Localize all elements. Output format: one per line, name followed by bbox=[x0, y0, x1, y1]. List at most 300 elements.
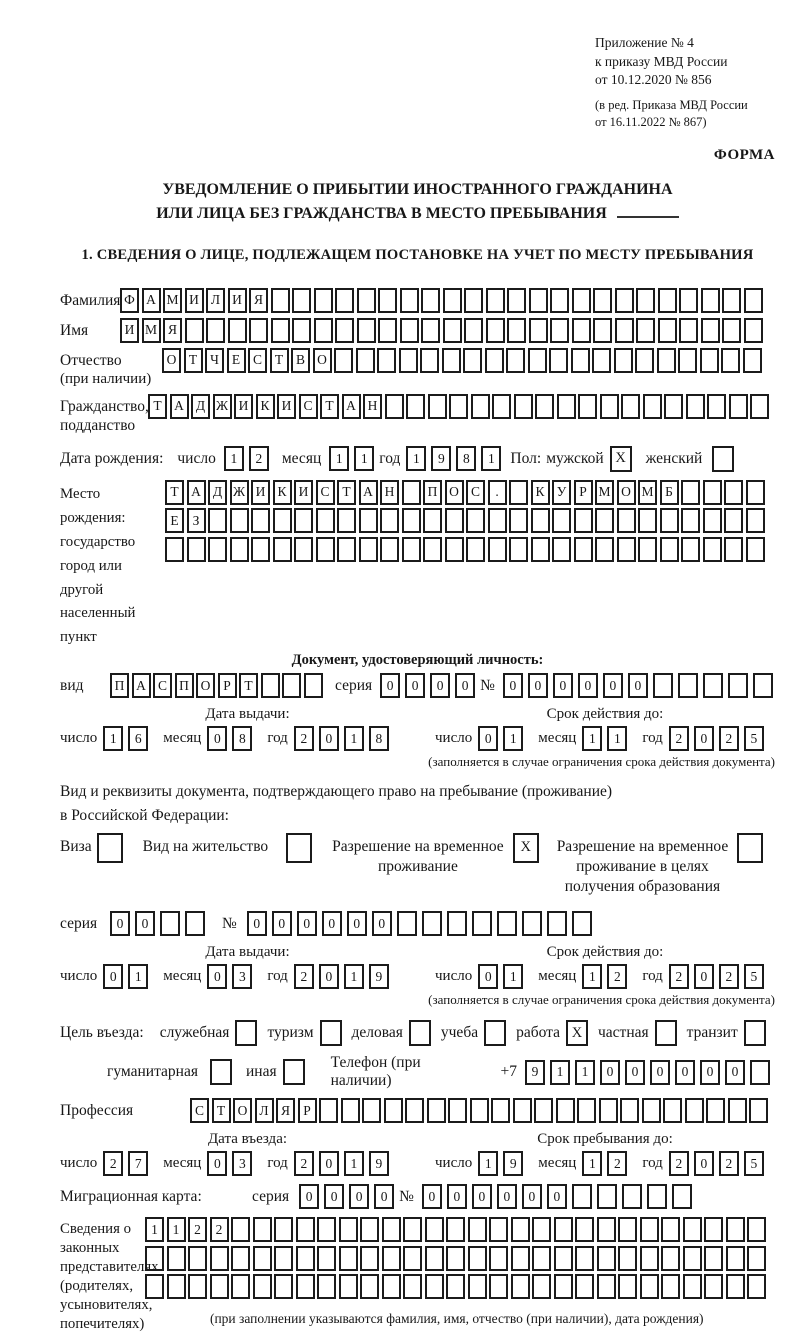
char-cell bbox=[185, 911, 205, 936]
char-cell bbox=[618, 1274, 637, 1299]
char-cell bbox=[743, 348, 762, 373]
appendix-line: к приказу МВД России bbox=[595, 53, 728, 69]
migration-card-row: Миграционная карта: серия 0 0 0 0 № 0 0 0 0 0 0 bbox=[60, 1184, 775, 1209]
char-cell: 0 bbox=[547, 1184, 567, 1209]
char-cell bbox=[707, 394, 726, 419]
patronymic-row bbox=[60, 348, 775, 389]
char-cell: 0 bbox=[319, 1151, 339, 1176]
char-cell: Е bbox=[165, 508, 184, 533]
char-cell bbox=[442, 348, 461, 373]
char-cell bbox=[428, 394, 447, 419]
char-cell bbox=[575, 1246, 594, 1271]
char-cell: А bbox=[132, 673, 151, 698]
char-cell bbox=[678, 348, 697, 373]
birth-year-cells bbox=[406, 446, 506, 471]
char-cell bbox=[378, 288, 397, 313]
char-cell: П bbox=[423, 480, 442, 505]
profession-cells bbox=[190, 1098, 771, 1123]
char-cell: Е bbox=[227, 348, 246, 373]
char-cell bbox=[511, 1217, 530, 1242]
char-cell: 0 bbox=[299, 1184, 319, 1209]
char-cell: 5 bbox=[744, 726, 764, 751]
valid-day-cells bbox=[478, 726, 528, 751]
char-cell bbox=[556, 1098, 575, 1123]
char-cell bbox=[744, 288, 763, 313]
char-cell bbox=[557, 394, 576, 419]
char-cell: 0 bbox=[528, 673, 548, 698]
char-cell bbox=[230, 508, 249, 533]
char-cell bbox=[468, 1217, 487, 1242]
stay-month-cells bbox=[582, 1151, 632, 1176]
purpose-label: Цель въезда: bbox=[60, 1024, 144, 1042]
char-cell bbox=[488, 508, 507, 533]
char-cell bbox=[385, 394, 404, 419]
char-cell bbox=[511, 1246, 530, 1271]
char-cell bbox=[575, 1274, 594, 1299]
char-cell: Т bbox=[239, 673, 258, 698]
char-cell: 2 bbox=[294, 1151, 314, 1176]
blank-underline bbox=[617, 216, 679, 218]
char-cell: 0 bbox=[553, 673, 573, 698]
char-cell bbox=[335, 318, 354, 343]
char-cell: 1 bbox=[582, 1151, 602, 1176]
stay-day-cells bbox=[478, 1151, 528, 1176]
char-cell bbox=[683, 1246, 702, 1271]
char-cell bbox=[529, 288, 548, 313]
char-cell: Т bbox=[212, 1098, 231, 1123]
char-cell bbox=[497, 911, 517, 936]
char-cell bbox=[231, 1246, 250, 1271]
char-cell: М bbox=[163, 288, 182, 313]
char-cell bbox=[335, 288, 354, 313]
char-cell bbox=[726, 1217, 745, 1242]
char-cell: Н bbox=[380, 480, 399, 505]
char-cell bbox=[317, 1246, 336, 1271]
char-cell bbox=[547, 911, 567, 936]
char-cell bbox=[721, 348, 740, 373]
char-cell: 0 bbox=[207, 1151, 227, 1176]
residence-valid-day-cells bbox=[478, 964, 528, 989]
char-cell bbox=[531, 537, 550, 562]
char-cell bbox=[317, 1217, 336, 1242]
char-cell bbox=[679, 318, 698, 343]
temp-residence-edu-option: Разрешение на временное проживание в целях получения образования bbox=[557, 833, 764, 897]
char-cell: И bbox=[294, 480, 313, 505]
char-cell bbox=[554, 1217, 573, 1242]
char-cell: 0 bbox=[650, 1060, 670, 1085]
char-cell: 0 bbox=[497, 1184, 517, 1209]
char-cell: У bbox=[552, 480, 571, 505]
char-cell bbox=[747, 1217, 766, 1242]
birth-place-row2 bbox=[165, 508, 767, 533]
char-cell: 1 bbox=[481, 446, 501, 471]
char-cell bbox=[468, 1274, 487, 1299]
char-cell bbox=[359, 508, 378, 533]
char-cell bbox=[620, 1098, 639, 1123]
char-cell bbox=[296, 1274, 315, 1299]
char-cell bbox=[356, 348, 375, 373]
valid-month-cells bbox=[582, 726, 632, 751]
char-cell bbox=[701, 318, 720, 343]
char-cell: 2 bbox=[188, 1217, 207, 1242]
char-cell: О bbox=[162, 348, 181, 373]
char-cell bbox=[253, 1217, 272, 1242]
birth-place-row3 bbox=[165, 537, 767, 562]
char-cell: Р bbox=[298, 1098, 317, 1123]
char-cell bbox=[661, 1274, 680, 1299]
char-cell: С bbox=[248, 348, 267, 373]
char-cell bbox=[425, 1217, 444, 1242]
char-cell bbox=[491, 1098, 510, 1123]
char-cell bbox=[360, 1246, 379, 1271]
char-cell: Т bbox=[184, 348, 203, 373]
char-cell: С bbox=[190, 1098, 209, 1123]
char-cell bbox=[360, 1274, 379, 1299]
char-cell: М bbox=[595, 480, 614, 505]
char-cell bbox=[402, 537, 421, 562]
char-cell bbox=[339, 1246, 358, 1271]
char-cell: М bbox=[142, 318, 161, 343]
given-name-row bbox=[60, 318, 775, 343]
char-cell: 0 bbox=[322, 911, 342, 936]
char-cell bbox=[380, 537, 399, 562]
char-cell bbox=[703, 537, 722, 562]
char-cell: Т bbox=[165, 480, 184, 505]
doc-kind-label: вид bbox=[60, 677, 84, 695]
char-cell bbox=[282, 673, 301, 698]
char-cell: 9 bbox=[369, 964, 389, 989]
residence-permit-options bbox=[60, 833, 775, 897]
char-cell bbox=[661, 1246, 680, 1271]
female-label: женский bbox=[645, 449, 703, 467]
char-cell: 2 bbox=[719, 726, 739, 751]
char-cell bbox=[382, 1274, 401, 1299]
representatives-row2 bbox=[145, 1246, 769, 1271]
char-cell: И bbox=[120, 318, 139, 343]
phone-prefix: +7 bbox=[500, 1063, 517, 1081]
char-cell bbox=[249, 318, 268, 343]
char-cell bbox=[294, 537, 313, 562]
char-cell bbox=[638, 508, 657, 533]
stay-year-cells bbox=[669, 1151, 769, 1176]
char-cell: Я bbox=[276, 1098, 295, 1123]
char-cell bbox=[446, 1274, 465, 1299]
form-marker: ФОРМА bbox=[713, 147, 775, 164]
char-cell bbox=[622, 1184, 642, 1209]
char-cell: К bbox=[531, 480, 550, 505]
char-cell bbox=[488, 537, 507, 562]
identity-doc-heading: Документ, удостоверяющий личность: bbox=[291, 652, 544, 669]
char-cell bbox=[578, 394, 597, 419]
char-cell: 1 bbox=[167, 1217, 186, 1242]
char-cell bbox=[425, 1246, 444, 1271]
male-label: мужской bbox=[546, 449, 604, 467]
char-cell bbox=[274, 1217, 293, 1242]
residence-permit-checkbox bbox=[286, 833, 312, 863]
char-cell: К bbox=[273, 480, 292, 505]
char-cell: 2 bbox=[719, 964, 739, 989]
char-cell: 0 bbox=[628, 673, 648, 698]
char-cell bbox=[360, 1217, 379, 1242]
char-cell: 0 bbox=[694, 1151, 714, 1176]
char-cell bbox=[185, 318, 204, 343]
surname-row bbox=[60, 288, 775, 313]
edition-line: от 16.11.2022 № 867) bbox=[595, 115, 707, 130]
char-cell: И bbox=[277, 394, 296, 419]
char-cell bbox=[679, 288, 698, 313]
char-cell: 8 bbox=[232, 726, 252, 751]
char-cell: 1 bbox=[503, 726, 523, 751]
char-cell bbox=[595, 508, 614, 533]
visa-option: Виза bbox=[60, 833, 123, 863]
form-title-line2: ИЛИ ЛИЦА БЕЗ ГРАЖДАНСТВА В МЕСТО ПРЕБЫВАНИЯ bbox=[60, 202, 775, 225]
char-cell bbox=[382, 1246, 401, 1271]
purpose-second-row: гуманитарная иная Телефон (при наличии) +7 9 1 1 0 0 0 0 0 0 bbox=[107, 1054, 775, 1090]
char-cell bbox=[640, 1246, 659, 1271]
char-cell: А bbox=[142, 288, 161, 313]
char-cell bbox=[486, 288, 505, 313]
char-cell bbox=[636, 318, 655, 343]
entry-stay-dates: Дата въезда: число 2 7 месяц 0 3 год 2 0 1 9 Срок пребывания до: число 1 9 месяц 1 2 год 2 0 2 5 bbox=[60, 1131, 775, 1176]
char-cell bbox=[446, 1217, 465, 1242]
char-cell bbox=[160, 911, 180, 936]
char-cell bbox=[617, 537, 636, 562]
char-cell bbox=[400, 288, 419, 313]
char-cell: 0 bbox=[694, 964, 714, 989]
residence-series-cells bbox=[110, 911, 210, 936]
char-cell bbox=[507, 318, 526, 343]
char-cell bbox=[489, 1246, 508, 1271]
char-cell bbox=[704, 1246, 723, 1271]
birth-month-cells bbox=[329, 446, 379, 471]
char-cell bbox=[423, 508, 442, 533]
birth-day-cells bbox=[224, 446, 274, 471]
char-cell: Т bbox=[337, 480, 356, 505]
char-cell bbox=[292, 288, 311, 313]
char-cell bbox=[165, 537, 184, 562]
char-cell bbox=[746, 480, 765, 505]
citizenship-label: Гражданство, подданство bbox=[60, 397, 149, 435]
citizenship-row bbox=[60, 394, 775, 436]
char-cell bbox=[672, 1184, 692, 1209]
char-cell: 2 bbox=[607, 964, 627, 989]
char-cell: 1 bbox=[582, 726, 602, 751]
surname-label: Фамилия bbox=[60, 291, 121, 309]
char-cell: 2 bbox=[294, 964, 314, 989]
char-cell bbox=[382, 1217, 401, 1242]
char-cell bbox=[443, 318, 462, 343]
char-cell: 8 bbox=[456, 446, 476, 471]
appendix-line: Приложение № 4 bbox=[595, 35, 694, 50]
char-cell bbox=[208, 508, 227, 533]
char-cell bbox=[464, 288, 483, 313]
char-cell: 1 bbox=[550, 1060, 570, 1085]
profession-row bbox=[60, 1098, 775, 1123]
char-cell bbox=[422, 911, 442, 936]
char-cell: 1 bbox=[354, 446, 374, 471]
char-cell bbox=[231, 1274, 250, 1299]
char-cell bbox=[261, 673, 280, 698]
char-cell: 2 bbox=[607, 1151, 627, 1176]
char-cell: 0 bbox=[297, 911, 317, 936]
char-cell: 0 bbox=[725, 1060, 745, 1085]
char-cell bbox=[636, 288, 655, 313]
char-cell bbox=[593, 318, 612, 343]
char-cell bbox=[357, 318, 376, 343]
char-cell bbox=[314, 288, 333, 313]
doc-kind-cells bbox=[110, 673, 325, 698]
char-cell: К bbox=[256, 394, 275, 419]
char-cell bbox=[339, 1274, 358, 1299]
char-cell bbox=[658, 318, 677, 343]
char-cell bbox=[522, 911, 542, 936]
char-cell: 0 bbox=[700, 1060, 720, 1085]
char-cell bbox=[550, 318, 569, 343]
char-cell bbox=[317, 1274, 336, 1299]
char-cell: 0 bbox=[247, 911, 267, 936]
char-cell bbox=[188, 1246, 207, 1271]
char-cell bbox=[618, 1217, 637, 1242]
purpose-study-checkbox bbox=[484, 1020, 506, 1046]
char-cell: 1 bbox=[607, 726, 627, 751]
purpose-work-checkbox: X bbox=[566, 1020, 588, 1046]
representatives-row bbox=[60, 1217, 775, 1334]
char-cell: 1 bbox=[145, 1217, 164, 1242]
char-cell: 2 bbox=[103, 1151, 123, 1176]
char-cell bbox=[380, 508, 399, 533]
char-cell bbox=[402, 480, 421, 505]
char-cell bbox=[615, 288, 634, 313]
residence-number-cells bbox=[247, 911, 597, 936]
char-cell bbox=[187, 537, 206, 562]
residence-valid-year-cells bbox=[669, 964, 769, 989]
char-cell bbox=[448, 1098, 467, 1123]
char-cell bbox=[319, 1098, 338, 1123]
char-cell: 1 bbox=[128, 964, 148, 989]
given-name-label: Имя bbox=[60, 321, 89, 339]
char-cell: 8 bbox=[369, 726, 389, 751]
char-cell bbox=[471, 394, 490, 419]
char-cell bbox=[206, 318, 225, 343]
char-cell: 9 bbox=[369, 1151, 389, 1176]
issue-date-title: Дата выдачи: bbox=[205, 706, 290, 723]
issue-day-cells bbox=[103, 726, 153, 751]
residence-valid-month-cells bbox=[582, 964, 632, 989]
char-cell bbox=[746, 537, 765, 562]
phone-cells bbox=[525, 1060, 775, 1085]
char-cell bbox=[638, 537, 657, 562]
char-cell: 0 bbox=[272, 911, 292, 936]
char-cell bbox=[167, 1246, 186, 1271]
char-cell: А bbox=[359, 480, 378, 505]
form-title-line1: УВЕДОМЛЕНИЕ О ПРИБЫТИИ ИНОСТРАННОГО ГРАЖДАНИНА bbox=[162, 181, 673, 199]
temp-residence-option: Разрешение на временное проживание X bbox=[332, 833, 539, 877]
char-cell bbox=[535, 394, 554, 419]
char-cell bbox=[571, 348, 590, 373]
char-cell bbox=[724, 537, 743, 562]
char-cell: 0 bbox=[578, 673, 598, 698]
char-cell bbox=[747, 1274, 766, 1299]
purpose-humanitarian-checkbox bbox=[210, 1059, 232, 1085]
char-cell bbox=[753, 673, 773, 698]
char-cell: 2 bbox=[210, 1217, 229, 1242]
char-cell: Т bbox=[148, 394, 167, 419]
surname-cells bbox=[120, 288, 765, 313]
residence-validity-note: (заполняется в случае ограничения срока действия документа) bbox=[428, 992, 775, 1008]
char-cell: Р bbox=[574, 480, 593, 505]
char-cell bbox=[661, 1217, 680, 1242]
char-cell bbox=[464, 318, 483, 343]
char-cell bbox=[271, 288, 290, 313]
char-cell: Я bbox=[249, 288, 268, 313]
given-name-cells bbox=[120, 318, 765, 343]
char-cell: 0 bbox=[207, 964, 227, 989]
char-cell bbox=[421, 318, 440, 343]
char-cell: С bbox=[153, 673, 172, 698]
char-cell bbox=[618, 1246, 637, 1271]
char-cell bbox=[681, 537, 700, 562]
char-cell: 2 bbox=[719, 1151, 739, 1176]
char-cell bbox=[427, 1098, 446, 1123]
char-cell bbox=[403, 1246, 422, 1271]
char-cell bbox=[597, 1217, 616, 1242]
char-cell bbox=[635, 348, 654, 373]
char-cell bbox=[470, 1098, 489, 1123]
section1-heading: 1. СВЕДЕНИЯ О ЛИЦЕ, ПОДЛЕЖАЩЕМ ПОСТАНОВКЕ НА УЧЕТ ПО МЕСТУ ПРЕБЫВАНИЯ bbox=[81, 246, 754, 263]
char-cell: 0 bbox=[603, 673, 623, 698]
char-cell: 0 bbox=[207, 726, 227, 751]
citizenship-cells bbox=[148, 394, 772, 419]
char-cell: 1 bbox=[503, 964, 523, 989]
char-cell: 0 bbox=[110, 911, 130, 936]
char-cell bbox=[337, 537, 356, 562]
char-cell bbox=[554, 1246, 573, 1271]
char-cell bbox=[599, 1098, 618, 1123]
appendix-line: от 10.12.2020 № 856 bbox=[595, 72, 712, 88]
char-cell bbox=[449, 394, 468, 419]
char-cell bbox=[167, 1274, 186, 1299]
char-cell bbox=[334, 348, 353, 373]
char-cell bbox=[210, 1246, 229, 1271]
char-cell: 0 bbox=[380, 673, 400, 698]
char-cell bbox=[378, 318, 397, 343]
char-cell: 9 bbox=[525, 1060, 545, 1085]
char-cell bbox=[339, 1217, 358, 1242]
char-cell: 0 bbox=[503, 673, 523, 698]
char-cell bbox=[445, 537, 464, 562]
char-cell bbox=[397, 911, 417, 936]
residence-doc-dates: Дата выдачи: число 0 1 месяц 0 3 год 2 0 1 9 Срок действия до: число 0 1 месяц 1 2 год 2 0 2 5 bbox=[60, 944, 775, 989]
char-cell bbox=[532, 1246, 551, 1271]
char-cell bbox=[528, 348, 547, 373]
residence-permit-option: Вид на жительство bbox=[143, 833, 313, 863]
char-cell bbox=[406, 394, 425, 419]
purpose-official-checkbox bbox=[235, 1020, 257, 1046]
char-cell bbox=[445, 508, 464, 533]
char-cell bbox=[486, 318, 505, 343]
char-cell bbox=[337, 508, 356, 533]
char-cell bbox=[468, 1246, 487, 1271]
char-cell bbox=[489, 1217, 508, 1242]
entry-purpose-row: Цель въезда: служебная туризм деловая учеба работа X частная транзит bbox=[60, 1020, 775, 1046]
char-cell: 0 bbox=[522, 1184, 542, 1209]
char-cell bbox=[304, 673, 323, 698]
char-cell: 0 bbox=[372, 911, 392, 936]
char-cell bbox=[472, 911, 492, 936]
char-cell: 0 bbox=[349, 1184, 369, 1209]
char-cell: А bbox=[187, 480, 206, 505]
char-cell: И bbox=[234, 394, 253, 419]
